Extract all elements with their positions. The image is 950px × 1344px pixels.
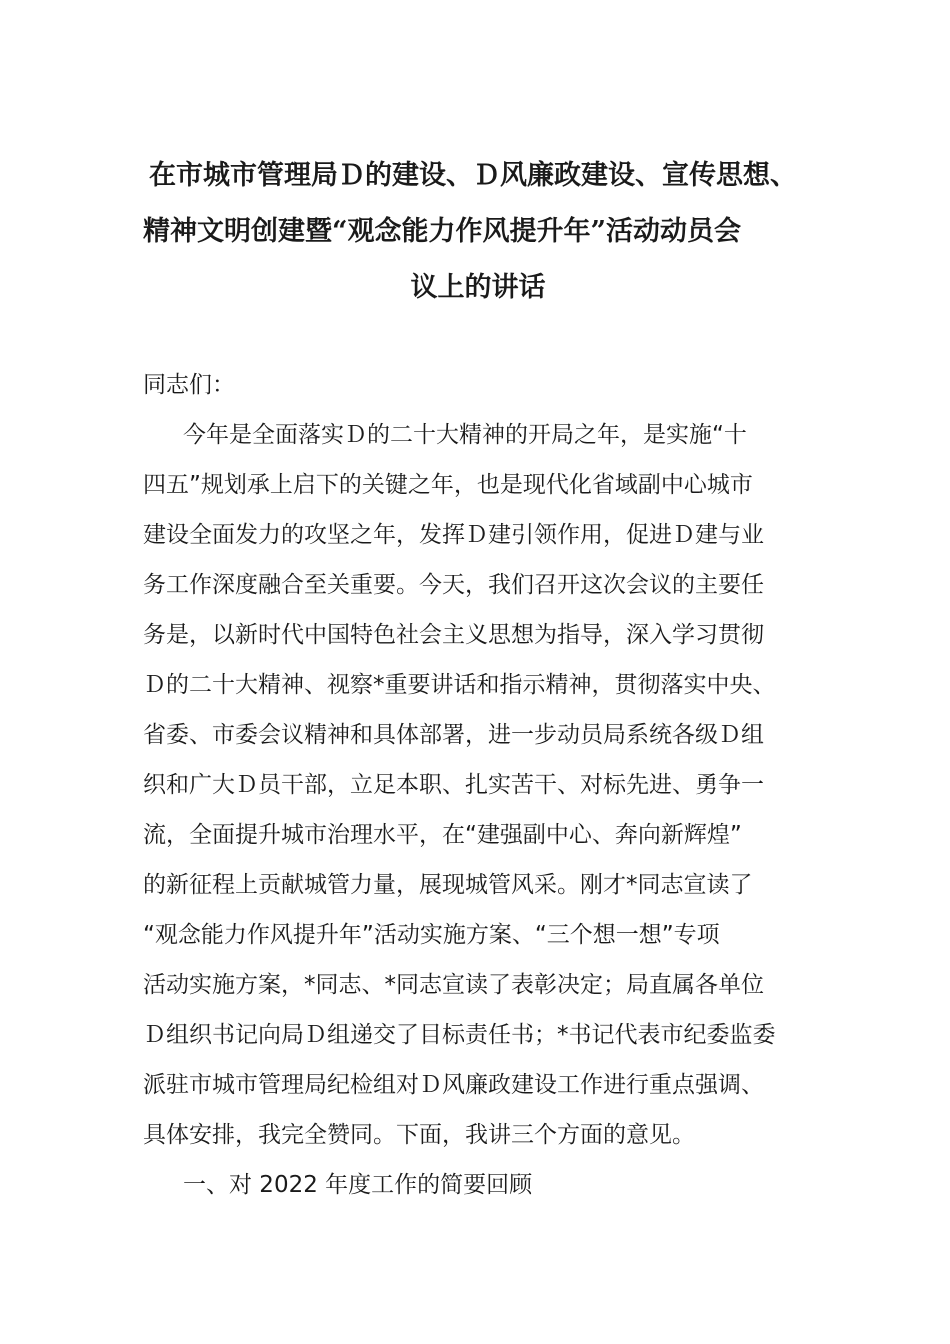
paragraph-line: 四五”规划承上启下的关键之年，也是现代化省域副中心城市 <box>143 472 753 498</box>
salutation: 同志们： <box>143 372 235 398</box>
speech-body <box>143 360 813 1210</box>
paragraph-line: 流，全面提升城市治理水平，在“建强副中心、奔向新辉煌” <box>143 822 742 848</box>
paragraph-line: Ｄ组织书记向局Ｄ组递交了目标责任书；*书记代表市纪委监委 <box>143 1022 776 1048</box>
paragraph-line: 织和广大Ｄ员干部，立足本职、扎实苦干、对标先进、勇争一 <box>143 772 764 798</box>
title-line-2: 精神文明创建暨“观念能力作风提升年”活动动员会 <box>143 216 742 247</box>
paragraph-line: Ｄ的二十大精神、视察*重要讲话和指示精神，贯彻落实中央、 <box>143 672 776 698</box>
paragraph-line: 派驻市城市管理局纪检组对Ｄ风廉政建设工作进行重点强调、 <box>143 1072 764 1098</box>
title-line-1: 在市城市管理局Ｄ的建设、Ｄ风廉政建设、宣传思想、 <box>149 160 797 191</box>
paragraph-line: 今年是全面落实Ｄ的二十大精神的开局之年，是实施“十 <box>183 422 747 448</box>
paragraph-line: 省委、市委会议精神和具体部署，进一步动员局系统各级Ｄ组 <box>143 722 764 748</box>
title-line-3: 议上的讲话 <box>410 272 546 303</box>
paragraph-line: “观念能力作风提升年”活动实施方案、“三个想一想”专项 <box>143 922 720 948</box>
paragraph-line: 务是，以新时代中国特色社会主义思想为指导，深入学习贯彻 <box>143 622 764 648</box>
paragraph-line: 具体安排，我完全赞同。下面，我讲三个方面的意见。 <box>143 1122 695 1148</box>
paragraph-line: 务工作深度融合至关重要。今天，我们召开这次会议的主要任 <box>143 572 764 598</box>
paragraph-line: 建设全面发力的攻坚之年，发挥Ｄ建引领作用，促进Ｄ建与业 <box>143 522 764 548</box>
paragraph-line: 活动实施方案，*同志、*同志宣读了表彰决定；局直属各单位 <box>143 972 764 998</box>
speech-title <box>143 148 813 316</box>
section-heading: 一、对 2022 年度工作的简要回顾 <box>183 1172 533 1198</box>
paragraph-line: 的新征程上贡献城管力量，展现城管风采。刚才*同志宣读了 <box>143 872 753 898</box>
